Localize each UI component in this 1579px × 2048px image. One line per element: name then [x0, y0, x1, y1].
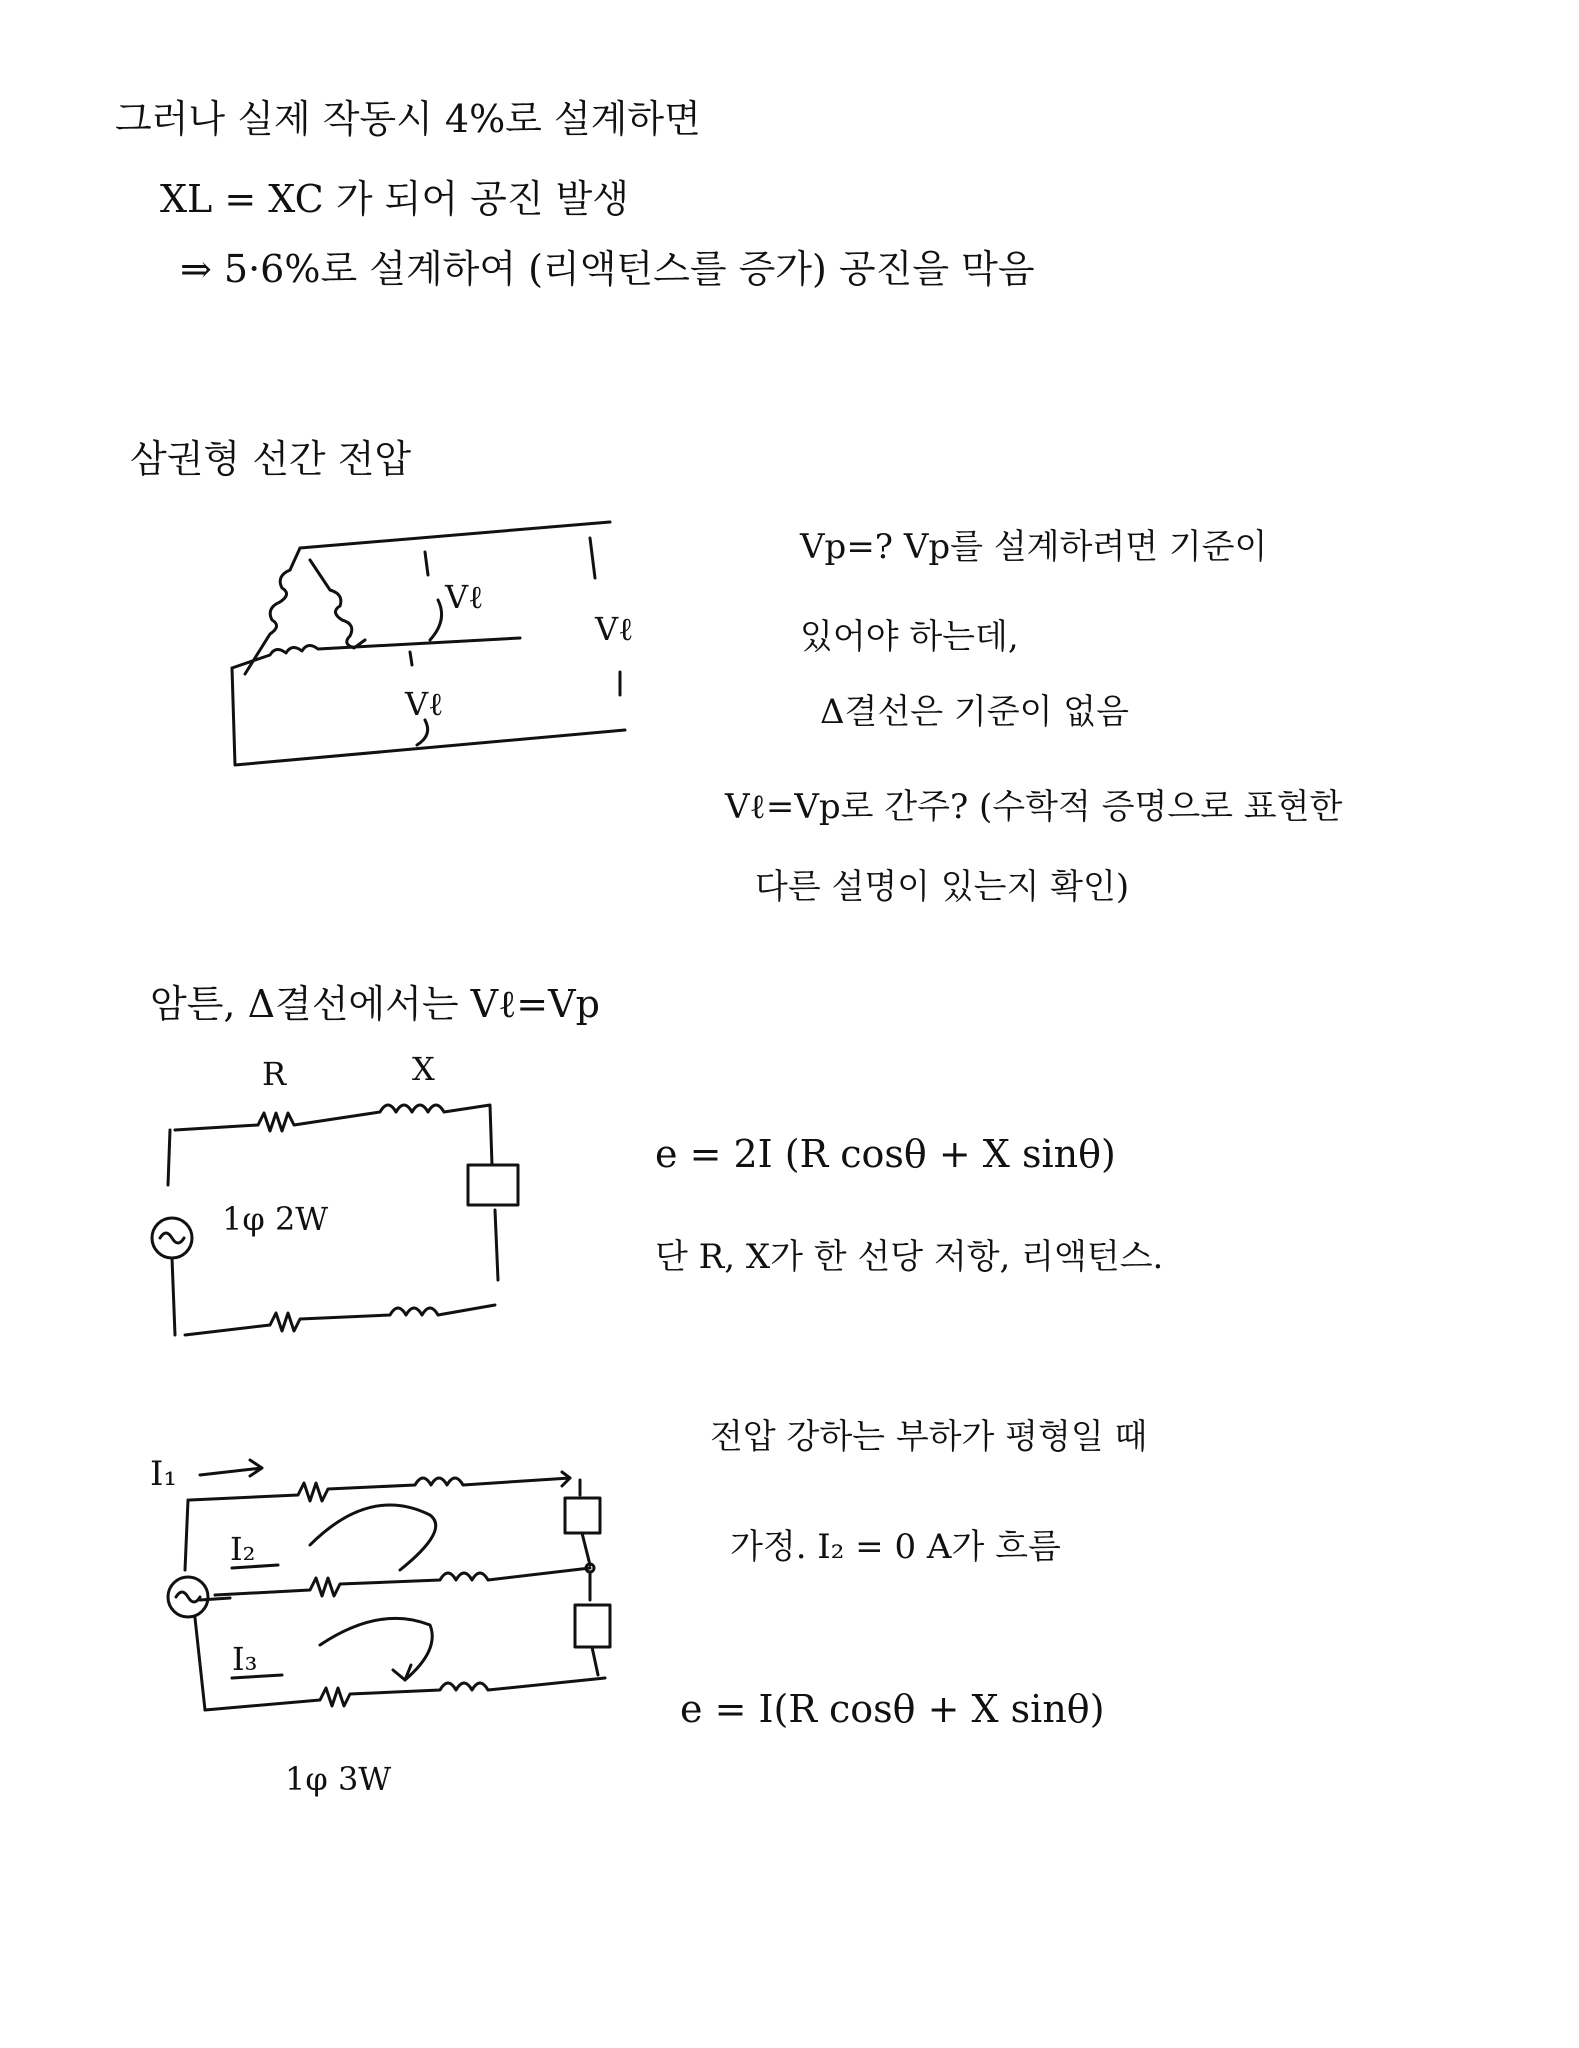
two-wire-left-upper	[168, 1130, 170, 1185]
three-wire-left-upper	[185, 1500, 188, 1570]
three-wire-top-line	[190, 1478, 570, 1501]
equation-note-per-line: 단 R, X가 한 선당 저항, 리액턴스.	[655, 1237, 1164, 1277]
i3-loop-arrow	[320, 1618, 432, 1680]
load-2-box	[575, 1605, 610, 1647]
delta-question-line-2: 있어야 하는데,	[800, 617, 1019, 657]
delta-vl-label-3: Vℓ	[405, 685, 444, 723]
delta-conclusion: 암튼, Δ결선에서는 Vℓ=Vp	[150, 982, 600, 1026]
note-line-design-increase-reactance: ⇒ 5·6%로 설계하여 (리액턴스를 증가) 공진을 막음	[180, 247, 1035, 291]
two-wire-right-lower	[495, 1210, 498, 1280]
delta-vl-bracket-2	[417, 720, 428, 745]
note-line-resonance-design: 그러나 실제 작동시 4%로 설계하면	[115, 97, 701, 141]
reactance-label: X	[412, 1050, 435, 1088]
delta-top-line	[300, 522, 610, 548]
two-wire-bottom-line	[185, 1305, 495, 1335]
delta-tick-1	[425, 552, 428, 575]
load-box-icon	[468, 1165, 518, 1205]
single-phase-2wire-diagram	[152, 1050, 518, 1335]
three-wire-left-lower	[195, 1618, 205, 1710]
delta-vl-label-2: Vℓ	[595, 610, 634, 648]
delta-question-line-5: 다른 설명이 있는지 확인)	[755, 867, 1130, 907]
load-1-lower-lead	[582, 1533, 590, 1565]
delta-question-line-4: Vℓ=Vp로 간주? (수학적 증명으로 표현한	[725, 787, 1343, 827]
delta-vl-label-1: Vℓ	[445, 578, 484, 616]
current-i1-label: I₁	[150, 1454, 178, 1494]
delta-section-title: 삼권형 선간 전압	[130, 437, 412, 481]
current-i3-label: I₃	[232, 1640, 258, 1678]
delta-coil-right	[310, 560, 365, 648]
delta-coil-bottom	[232, 638, 520, 668]
balanced-load-note-line-1: 전압 강하는 부하가 평형일 때	[710, 1417, 1148, 1457]
delta-coil-left	[245, 570, 290, 674]
delta-tick-4	[410, 652, 412, 665]
three-wire-middle-line	[215, 1568, 590, 1596]
single-phase-2w-label: 1φ 2W	[222, 1200, 329, 1238]
delta-left-lead	[290, 548, 300, 570]
load-2-lower-lead	[592, 1647, 598, 1675]
ac-source-3w-wave	[176, 1592, 200, 1602]
three-wire-bottom-line	[205, 1678, 605, 1710]
source-to-neutral	[200, 1598, 230, 1600]
delta-tick-2	[590, 538, 595, 578]
current-i1-arrow	[200, 1460, 262, 1476]
load-1-box	[565, 1498, 600, 1533]
delta-question-line-3: Δ결선은 기준이 없음	[820, 692, 1129, 732]
i2-loop-arrow	[310, 1505, 436, 1570]
current-i2-label: I₂	[230, 1530, 256, 1568]
single-phase-3w-label: 1φ 3W	[285, 1760, 392, 1798]
voltage-drop-equation-1phase-2wire: e = 2I (R cosθ + X sinθ)	[655, 1132, 1116, 1176]
two-wire-top-line	[175, 1105, 492, 1165]
two-wire-left-lower	[172, 1258, 175, 1335]
delta-connection-diagram	[232, 522, 633, 765]
note-line-xl-xc-resonance: XL = XC 가 되어 공진 발생	[160, 177, 630, 221]
balanced-load-note-line-2: 가정. I₂ = 0 A가 흐름	[730, 1527, 1061, 1567]
voltage-drop-equation-1phase-3wire: e = I(R cosθ + X sinθ)	[680, 1687, 1105, 1731]
delta-question-line-1: Vp=? Vp를 설계하려면 기준이	[800, 527, 1268, 567]
delta-vl-bracket-1	[430, 600, 442, 640]
single-phase-3wire-diagram	[150, 1454, 610, 1798]
resistor-label: R	[262, 1055, 287, 1093]
ac-source-wave	[160, 1233, 184, 1243]
